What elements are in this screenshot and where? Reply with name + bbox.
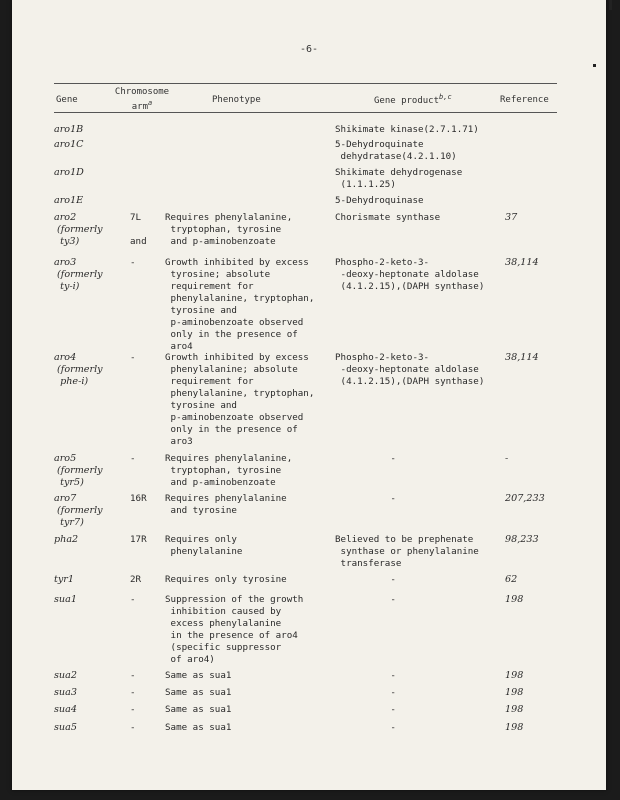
header-phenotype: Phenotype (212, 95, 261, 105)
chromosome-arm-cell-line: - (130, 687, 136, 698)
phenotype-cell-line: aro3 (165, 436, 193, 447)
gene-product-cell (335, 670, 396, 682)
gene-product-cell-line: - (335, 687, 396, 698)
phenotype-cell-line: requirement for (165, 376, 254, 387)
phenotype-cell-line: Same as sua1 (165, 704, 232, 715)
gene-product-cell (335, 167, 462, 191)
gene-cell (54, 139, 84, 151)
gene-product-cell (335, 195, 424, 207)
chromosome-arm-cell-line: 17R (130, 534, 147, 545)
chromosome-arm-cell (130, 257, 136, 269)
gene-product-cell-line: - (335, 704, 396, 715)
phenotype-cell-line: tryptophan, tyrosine (165, 224, 282, 235)
gene-cell (54, 124, 83, 136)
phenotype-cell-line: Same as sua1 (165, 687, 232, 698)
gene-cell-line: aro5 (54, 453, 77, 464)
chromosome-arm-cell-line: and (130, 236, 147, 247)
gene-cell (54, 594, 77, 606)
gene-cell (54, 670, 77, 682)
phenotype-cell-line: excess phenylalanine (165, 618, 282, 629)
gene-cell-line: sua4 (54, 704, 77, 715)
gene-cell-line: aro7 (54, 493, 77, 504)
phenotype-cell (165, 722, 231, 734)
chromosome-arm-cell-line: 16R (130, 493, 147, 504)
gene-cell-line: aro1D (54, 167, 84, 178)
reference-cell: 38,114 (505, 257, 539, 268)
reference-cell: 198 (505, 704, 524, 715)
header-arm-footnote: a (148, 99, 153, 107)
reference-cell: 207,233 (505, 493, 545, 504)
gene-product-cell-line: 5-Dehydroquinase (335, 195, 424, 206)
gene-product-cell (335, 124, 479, 136)
phenotype-cell-line: Same as sua1 (165, 670, 232, 681)
gene-product-cell (335, 493, 396, 505)
chromosome-arm-cell (130, 670, 136, 682)
phenotype-cell-line: of aro4) (165, 654, 215, 665)
phenotype-cell-line: tyrosine and (165, 400, 237, 411)
phenotype-cell-line: and p-aminobenzoate (165, 477, 276, 488)
phenotype-cell (165, 594, 303, 666)
gene-product-cell-line: - (335, 493, 396, 504)
gene-product-cell-line: Phospho-2-keto-3- (335, 257, 430, 268)
phenotype-cell (165, 212, 292, 248)
gene-product-cell-line: transferase (335, 558, 402, 569)
gene-cell (54, 167, 84, 179)
gene-product-cell (335, 453, 396, 465)
phenotype-cell (165, 670, 231, 682)
gene-product-cell (335, 594, 396, 606)
gene-product-cell-line: (4.1.2.15),(DAPH synthase) (335, 376, 485, 387)
gene-product-cell (335, 534, 479, 570)
phenotype-cell-line: phenylalanine; absolute (165, 364, 298, 375)
chromosome-arm-cell-line: - (130, 670, 136, 681)
reference-cell: 198 (505, 722, 524, 733)
gene-cell-line: aro4 (54, 352, 77, 363)
header-top-rule (54, 83, 557, 84)
phenotype-cell-line: phenylalanine (165, 546, 243, 557)
chromosome-arm-cell-line: - (130, 453, 136, 464)
gene-product-cell (335, 574, 396, 586)
phenotype-cell-line: and tyrosine (165, 505, 237, 516)
phenotype-cell-line: phenylalanine, tryptophan, (165, 293, 315, 304)
gene-cell (54, 453, 103, 489)
gene-product-cell-line: 5-Dehydroquinate (335, 139, 424, 150)
gene-cell-line: tyr5) (54, 477, 84, 488)
phenotype-cell-line: Growth inhibited by excess (165, 257, 309, 268)
gene-product-cell (335, 257, 484, 293)
chromosome-arm-cell (130, 574, 141, 586)
chromosome-arm-cell (130, 687, 136, 699)
gene-product-cell-line: Phospho-2-keto-3- (335, 352, 430, 363)
gene-product-cell-line: Believed to be prephenate (335, 534, 474, 545)
gene-product-cell-line: synthase or phenylalanine (335, 546, 479, 557)
phenotype-cell-line: Same as sua1 (165, 722, 232, 733)
phenotype-cell-line: tyrosine and (165, 305, 237, 316)
phenotype-cell (165, 493, 287, 517)
gene-cell-line: phe-i) (54, 376, 89, 387)
document-page (12, 0, 606, 790)
chromosome-arm-cell (130, 212, 147, 248)
chromosome-arm-cell (130, 534, 147, 546)
header-arm-label: arm (131, 102, 149, 112)
reference-cell: 37 (505, 212, 518, 223)
page-number: -6- (299, 44, 319, 55)
gene-cell-line: aro2 (54, 212, 77, 223)
phenotype-cell-line: (specific suppressor (165, 642, 282, 653)
gene-cell-line: aro1B (54, 124, 84, 135)
phenotype-cell-line: only in the presence of (165, 424, 298, 435)
gene-product-cell-line: Chorismate synthase (335, 212, 441, 223)
gene-cell (54, 704, 77, 716)
gene-product-cell-line: - (335, 574, 396, 585)
gene-product-cell-line: - (335, 722, 396, 733)
chromosome-arm-cell-line: - (130, 594, 136, 605)
phenotype-cell-line: p-aminobenzoate observed (165, 412, 304, 423)
gene-cell (54, 574, 74, 586)
phenotype-cell-line: tyrosine; absolute (165, 269, 271, 280)
phenotype-cell (165, 257, 314, 353)
phenotype-cell-line: requirement for (165, 281, 254, 292)
phenotype-cell (165, 534, 242, 558)
gene-cell (54, 352, 103, 388)
gene-cell-line: ty3) (54, 236, 80, 247)
gene-product-cell-line: dehydratase(4.2.1.10) (335, 151, 457, 162)
gene-product-cell (335, 687, 396, 699)
phenotype-cell-line: inhibition caused by (165, 606, 282, 617)
gene-cell-line: ty-i) (54, 281, 80, 292)
gene-cell (54, 722, 77, 734)
phenotype-cell-line: Requires only (165, 534, 237, 545)
chromosome-arm-cell (130, 453, 136, 465)
gene-cell-line: pha2 (54, 534, 79, 545)
chromosome-arm-cell (130, 493, 147, 505)
gene-cell-line: (formerly (54, 269, 103, 280)
reference-cell: 98,233 (505, 534, 539, 545)
chromosome-arm-cell (130, 594, 136, 606)
gene-cell-line: aro3 (54, 257, 77, 268)
gene-product-cell (335, 704, 396, 716)
gene-product-cell-line: - (335, 594, 396, 605)
phenotype-cell-line: Suppression of the growth (165, 594, 304, 605)
phenotype-cell-line: Requires only tyrosine (165, 574, 287, 585)
gene-product-cell (335, 212, 440, 224)
phenotype-cell (165, 574, 287, 586)
gene-cell-line: (formerly (54, 505, 103, 516)
gene-product-cell-line: - (335, 670, 396, 681)
reference-cell: 198 (505, 594, 524, 605)
header-gene-product-label: Gene product (374, 96, 440, 106)
chromosome-arm-cell-line: - (130, 722, 136, 733)
header-chromosome-arm (102, 87, 182, 113)
chromosome-arm-cell (130, 352, 136, 364)
header-chromosome-label: Chromosome (114, 87, 170, 97)
phenotype-cell-line: aro4 (165, 341, 193, 352)
chromosome-arm-cell-line: - (130, 352, 136, 363)
gene-cell-line: (formerly (54, 224, 103, 235)
chromosome-arm-cell-line (130, 224, 147, 236)
gene-product-cell (335, 722, 396, 734)
phenotype-cell-line: Requires phenylalanine (165, 493, 287, 504)
gene-product-cell-line: -deoxy-heptonate aldolase (335, 364, 479, 375)
chromosome-arm-cell-line: 2R (130, 574, 142, 585)
gene-cell-line: (formerly (54, 465, 103, 476)
gene-product-cell-line: -deoxy-heptonate aldolase (335, 269, 479, 280)
gene-product-cell-line: (4.1.2.15),(DAPH synthase) (335, 281, 485, 292)
phenotype-cell (165, 352, 314, 448)
gene-cell (54, 534, 78, 546)
reference-cell: 198 (505, 687, 524, 698)
header-gene-product (374, 92, 452, 107)
phenotype-cell (165, 453, 292, 489)
gene-product-cell-line: Shikimate dehydrogenase (335, 167, 463, 178)
gene-product-cell-line: - (335, 453, 396, 464)
gene-cell-line: sua5 (54, 722, 77, 733)
phenotype-cell-line: Requires phenylalanine, (165, 212, 293, 223)
gene-cell (54, 212, 103, 248)
chromosome-arm-cell-line: - (130, 704, 136, 715)
gene-cell-line: tyr7) (54, 517, 84, 528)
phenotype-cell-line: only in the presence of (165, 329, 298, 340)
phenotype-cell (165, 704, 231, 716)
gene-cell (54, 257, 103, 293)
header-reference: Reference (500, 95, 549, 105)
reference-cell: - (505, 453, 509, 464)
reference-cell: 62 (505, 574, 518, 585)
reference-cell: 38,114 (505, 352, 539, 363)
gene-cell (54, 687, 77, 699)
phenotype-cell-line: p-aminobenzoate observed (165, 317, 304, 328)
gene-cell-line: tyr1 (54, 574, 74, 585)
phenotype-cell-line: Requires phenylalanine, (165, 453, 293, 464)
phenotype-cell-line: phenylalanine, tryptophan, (165, 388, 315, 399)
phenotype-cell-line: in the presence of aro4 (165, 630, 298, 641)
header-gene: Gene (56, 95, 78, 105)
gene-cell-line: (formerly (54, 364, 103, 375)
edge-mark (609, 0, 612, 10)
edge-mark (593, 64, 596, 67)
gene-cell (54, 195, 83, 207)
phenotype-cell-line: tryptophan, tyrosine (165, 465, 282, 476)
chromosome-arm-cell (130, 722, 136, 734)
gene-cell-line: aro1E (54, 195, 84, 206)
gene-cell-line: sua3 (54, 687, 77, 698)
phenotype-cell-line: and p-aminobenzoate (165, 236, 276, 247)
reference-cell: 198 (505, 670, 524, 681)
chromosome-arm-cell (130, 704, 136, 716)
gene-cell-line: sua2 (54, 670, 77, 681)
gene-cell (54, 493, 103, 529)
gene-cell-line: aro1C (54, 139, 84, 150)
phenotype-cell (165, 687, 231, 699)
gene-product-cell (335, 139, 457, 163)
header-gene-product-footnote: b,c (439, 93, 452, 101)
chromosome-arm-cell-line: - (130, 257, 136, 268)
gene-product-cell (335, 352, 484, 388)
gene-product-cell-line: (1.1.1.25) (335, 179, 396, 190)
gene-product-cell-line: Shikimate kinase(2.7.1.71) (335, 124, 479, 135)
phenotype-cell-line: Growth inhibited by excess (165, 352, 309, 363)
gene-cell-line: sua1 (54, 594, 77, 605)
chromosome-arm-cell-line: 7L (130, 212, 142, 223)
